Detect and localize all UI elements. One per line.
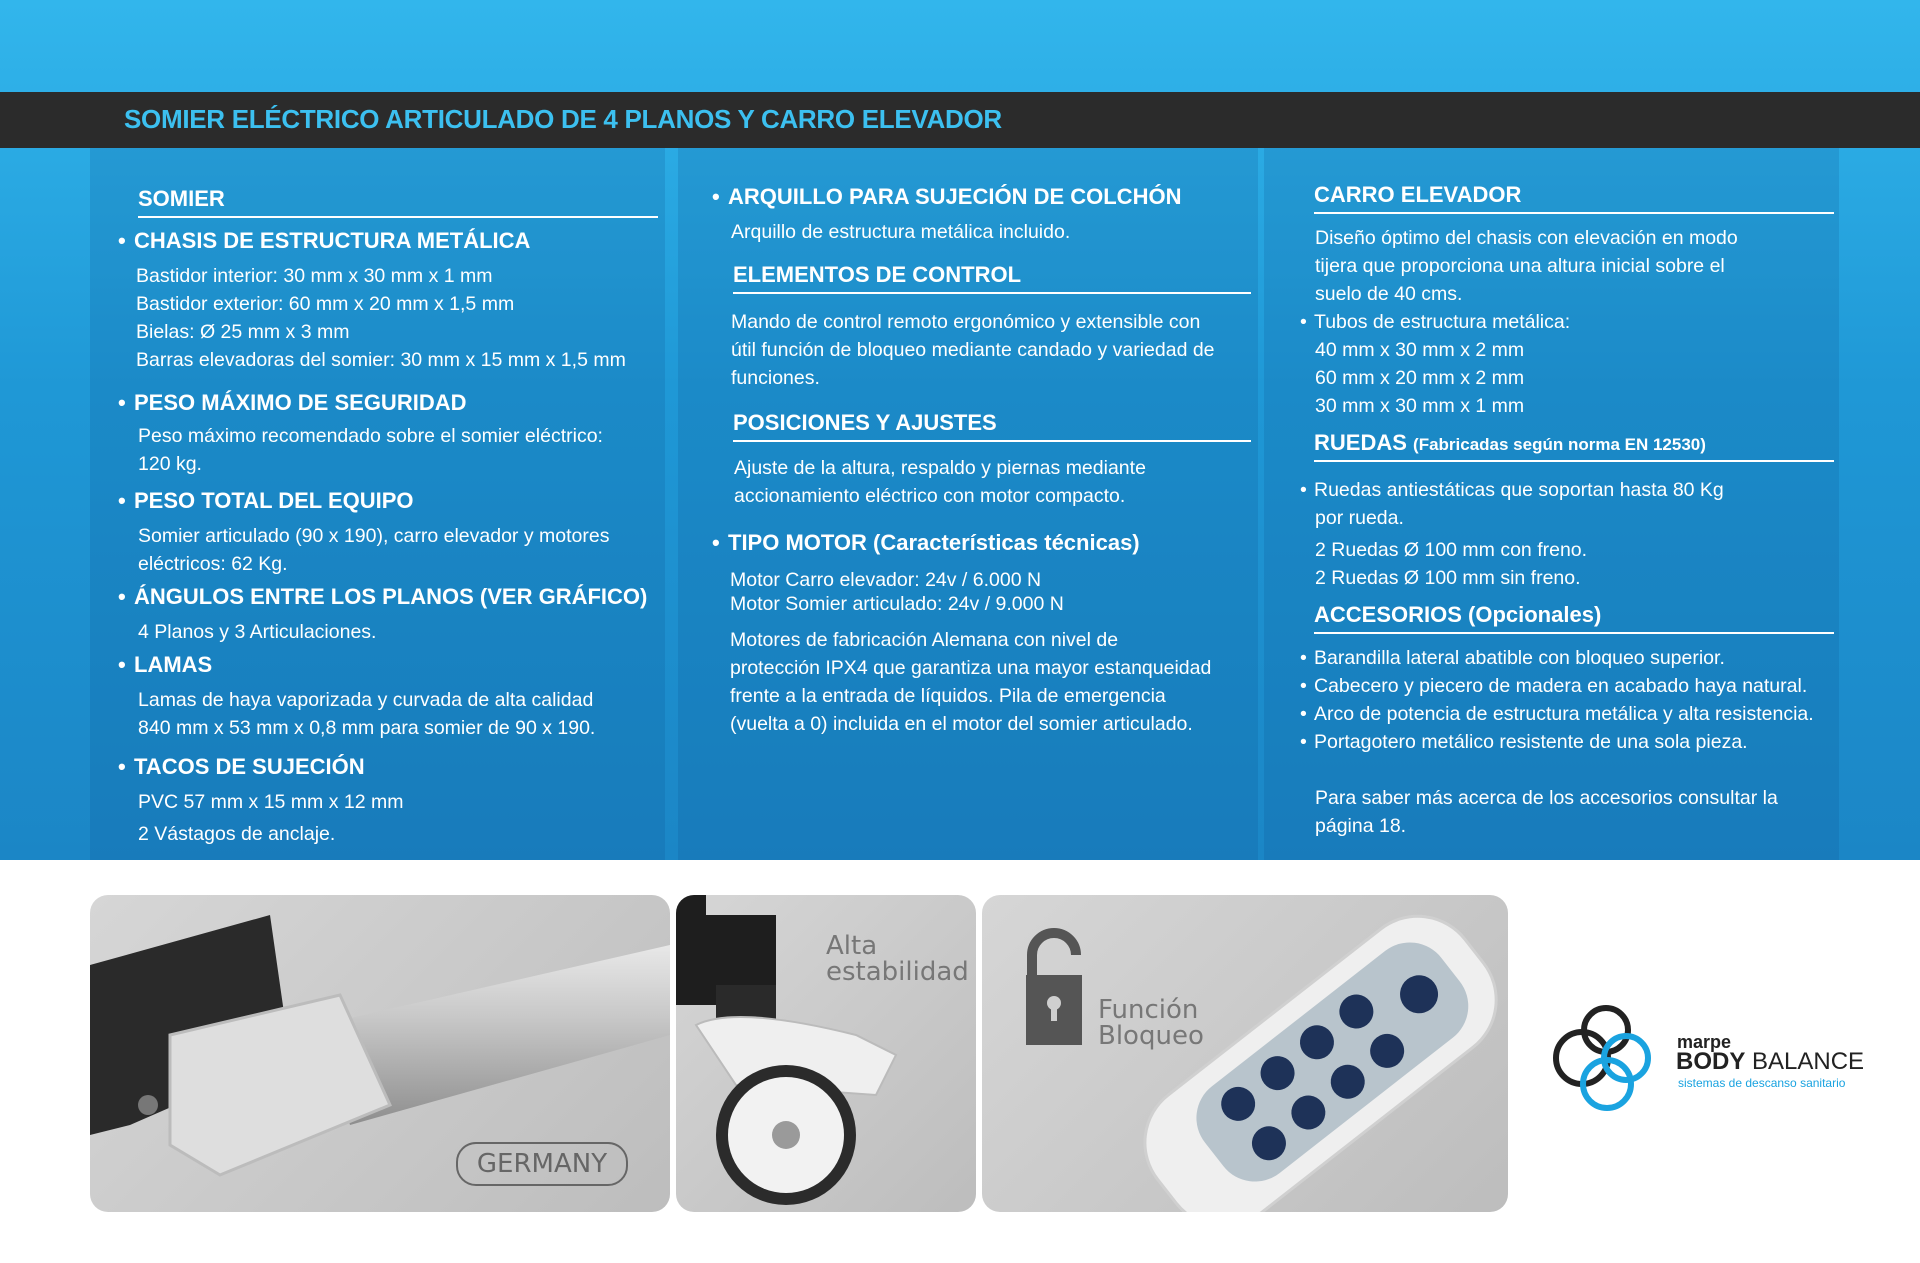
ruedas-bullet: • Ruedas antiestáticas que soportan hasta 80 Kg: [1300, 479, 1724, 501]
heading-arquillo: • ARQUILLO PARA SUJECIÓN DE COLCHÓN: [712, 184, 1182, 209]
peso-max-line: Peso máximo recomendado sobre el somier eléctrico:: [138, 425, 603, 447]
column-somier: [90, 148, 665, 860]
brand-small: marpe: [1677, 1032, 1732, 1052]
control-line: Mando de control remoto ergonómico y extensible con: [731, 311, 1201, 333]
germany-badge: GERMANY: [456, 1142, 628, 1186]
remote-illustration: [982, 895, 1508, 1212]
chasis-line: Bielas: Ø 25 mm x 3 mm: [136, 321, 350, 343]
logo-circles-icon: [1552, 1000, 1652, 1116]
chasis-line: Bastidor interior: 30 mm x 30 mm x 1 mm: [136, 265, 493, 287]
arquillo-line: Arquillo de estructura metálica incluido.: [731, 221, 1071, 243]
accesorio-item: • Barandilla lateral abatible con bloqueo superior.: [1300, 647, 1725, 669]
alta-label-line1: Alta: [826, 931, 878, 961]
column-carro: [1264, 148, 1839, 860]
accesorios-note: Para saber más acerca de los accesorios consultar la: [1315, 787, 1778, 809]
heading-carro: CARRO ELEVADOR: [1314, 182, 1834, 214]
heading-angulos: • ÁNGULOS ENTRE LOS PLANOS (VER GRÁFICO): [118, 584, 648, 609]
tubo-line: 30 mm x 30 mm x 1 mm: [1315, 395, 1525, 417]
title-bar: [0, 92, 1920, 148]
ruedas-line: 2 Ruedas Ø 100 mm con freno.: [1315, 539, 1588, 561]
funcion-label-line1: Función: [1098, 995, 1199, 1025]
alta-label-line2: estabilidad: [826, 957, 969, 987]
heading-lamas: • LAMAS: [118, 652, 213, 677]
lamas-line: 840 mm x 53 mm x 0,8 mm para somier de 90 x 190.: [138, 717, 596, 739]
remote-photo: [982, 895, 1508, 1212]
brand-logo: [1552, 1000, 1872, 1120]
tacos-line: 2 Vástagos de anclaje.: [138, 823, 336, 845]
posiciones-line: accionamiento eléctrico con motor compacto.: [734, 485, 1126, 507]
peso-total-line: Somier articulado (90 x 190), carro elevador y motores: [138, 525, 610, 547]
carro-line: tijera que proporciona una altura inicial sobre el: [1315, 255, 1725, 277]
motor-line: Motores de fabricación Alemana con nivel de: [730, 629, 1119, 651]
heading-ruedas: RUEDAS (Fabricadas según norma EN 12530): [1314, 430, 1834, 462]
lamas-line: Lamas de haya vaporizada y curvada de alta calidad: [138, 689, 594, 711]
heading-peso-max: • PESO MÁXIMO DE SEGURIDAD: [118, 390, 467, 415]
chasis-line: Bastidor exterior: 60 mm x 20 mm x 1,5 mm: [136, 293, 515, 315]
tubo-line: 60 mm x 20 mm x 2 mm: [1315, 367, 1525, 389]
motor-spec: Motor Somier articulado: 24v / 9.000 N: [730, 593, 1064, 615]
motor-line: (vuelta a 0) incluida en el motor del somier articulado.: [730, 713, 1193, 735]
ruedas-line: 2 Ruedas Ø 100 mm sin freno.: [1315, 567, 1581, 589]
heading-accesorios: ACCESORIOS (Opcionales): [1314, 602, 1834, 634]
accesorio-item: • Arco de potencia de estructura metálica y alta resistencia.: [1300, 703, 1814, 725]
carro-line: Diseño óptimo del chasis con elevación en modo: [1315, 227, 1738, 249]
heading-motor: • TIPO MOTOR (Características técnicas): [712, 530, 1140, 555]
angulos-line: 4 Planos y 3 Articulaciones.: [138, 621, 377, 643]
motor-line: frente a la entrada de líquidos. Pila de emergencia: [730, 685, 1166, 707]
control-line: funciones.: [731, 367, 820, 389]
heading-peso-total: • PESO TOTAL DEL EQUIPO: [118, 488, 414, 513]
posiciones-line: Ajuste de la altura, respaldo y piernas mediante: [734, 457, 1146, 479]
chasis-line: Barras elevadoras del somier: 30 mm x 15 mm x 1,5 mm: [136, 349, 626, 371]
heading-posiciones: POSICIONES Y AJUSTES: [733, 410, 1251, 442]
tubo-line: 40 mm x 30 mm x 2 mm: [1315, 339, 1525, 361]
accesorio-item: • Cabecero y piecero de madera en acabado haya natural.: [1300, 675, 1808, 697]
heading-control: ELEMENTOS DE CONTROL: [733, 262, 1251, 294]
peso-total-line: eléctricos: 62 Kg.: [138, 553, 288, 575]
peso-max-line: 120 kg.: [138, 453, 202, 475]
motor-spec: Motor Carro elevador: 24v / 6.000 N: [730, 569, 1042, 591]
page-title: SOMIER ELÉCTRICO ARTICULADO DE 4 PLANOS Y CARRO ELEVADOR: [124, 104, 1002, 134]
accesorios-note: página 18.: [1315, 815, 1407, 837]
tacos-line: PVC 57 mm x 15 mm x 12 mm: [138, 791, 404, 813]
wheel-photo: [676, 895, 976, 1212]
brand-name: BODY BALANCE: [1676, 1048, 1865, 1075]
heading-tacos: • TACOS DE SUJECIÓN: [118, 754, 365, 779]
accesorio-item: • Portagotero metálico resistente de una sola pieza.: [1300, 731, 1748, 753]
tubos-heading: • Tubos de estructura metálica:: [1300, 311, 1571, 333]
ruedas-bullet-cont: por rueda.: [1315, 507, 1404, 529]
actuator-photo: [90, 895, 670, 1212]
heading-chasis: • CHASIS DE ESTRUCTURA METÁLICA: [118, 228, 531, 253]
motor-line: protección IPX4 que garantiza una mayor estanqueidad: [730, 657, 1212, 679]
brand-tagline: sistemas de descanso sanitario: [1678, 1076, 1846, 1090]
section-heading-somier: SOMIER: [138, 186, 658, 218]
control-line: útil función de bloqueo mediante candado y variedad de: [731, 339, 1215, 361]
funcion-label-line2: Bloqueo: [1098, 1021, 1204, 1051]
padlock-icon: [1026, 933, 1082, 1045]
carro-line: suelo de 40 cms.: [1315, 283, 1463, 305]
column-control: [678, 148, 1258, 860]
